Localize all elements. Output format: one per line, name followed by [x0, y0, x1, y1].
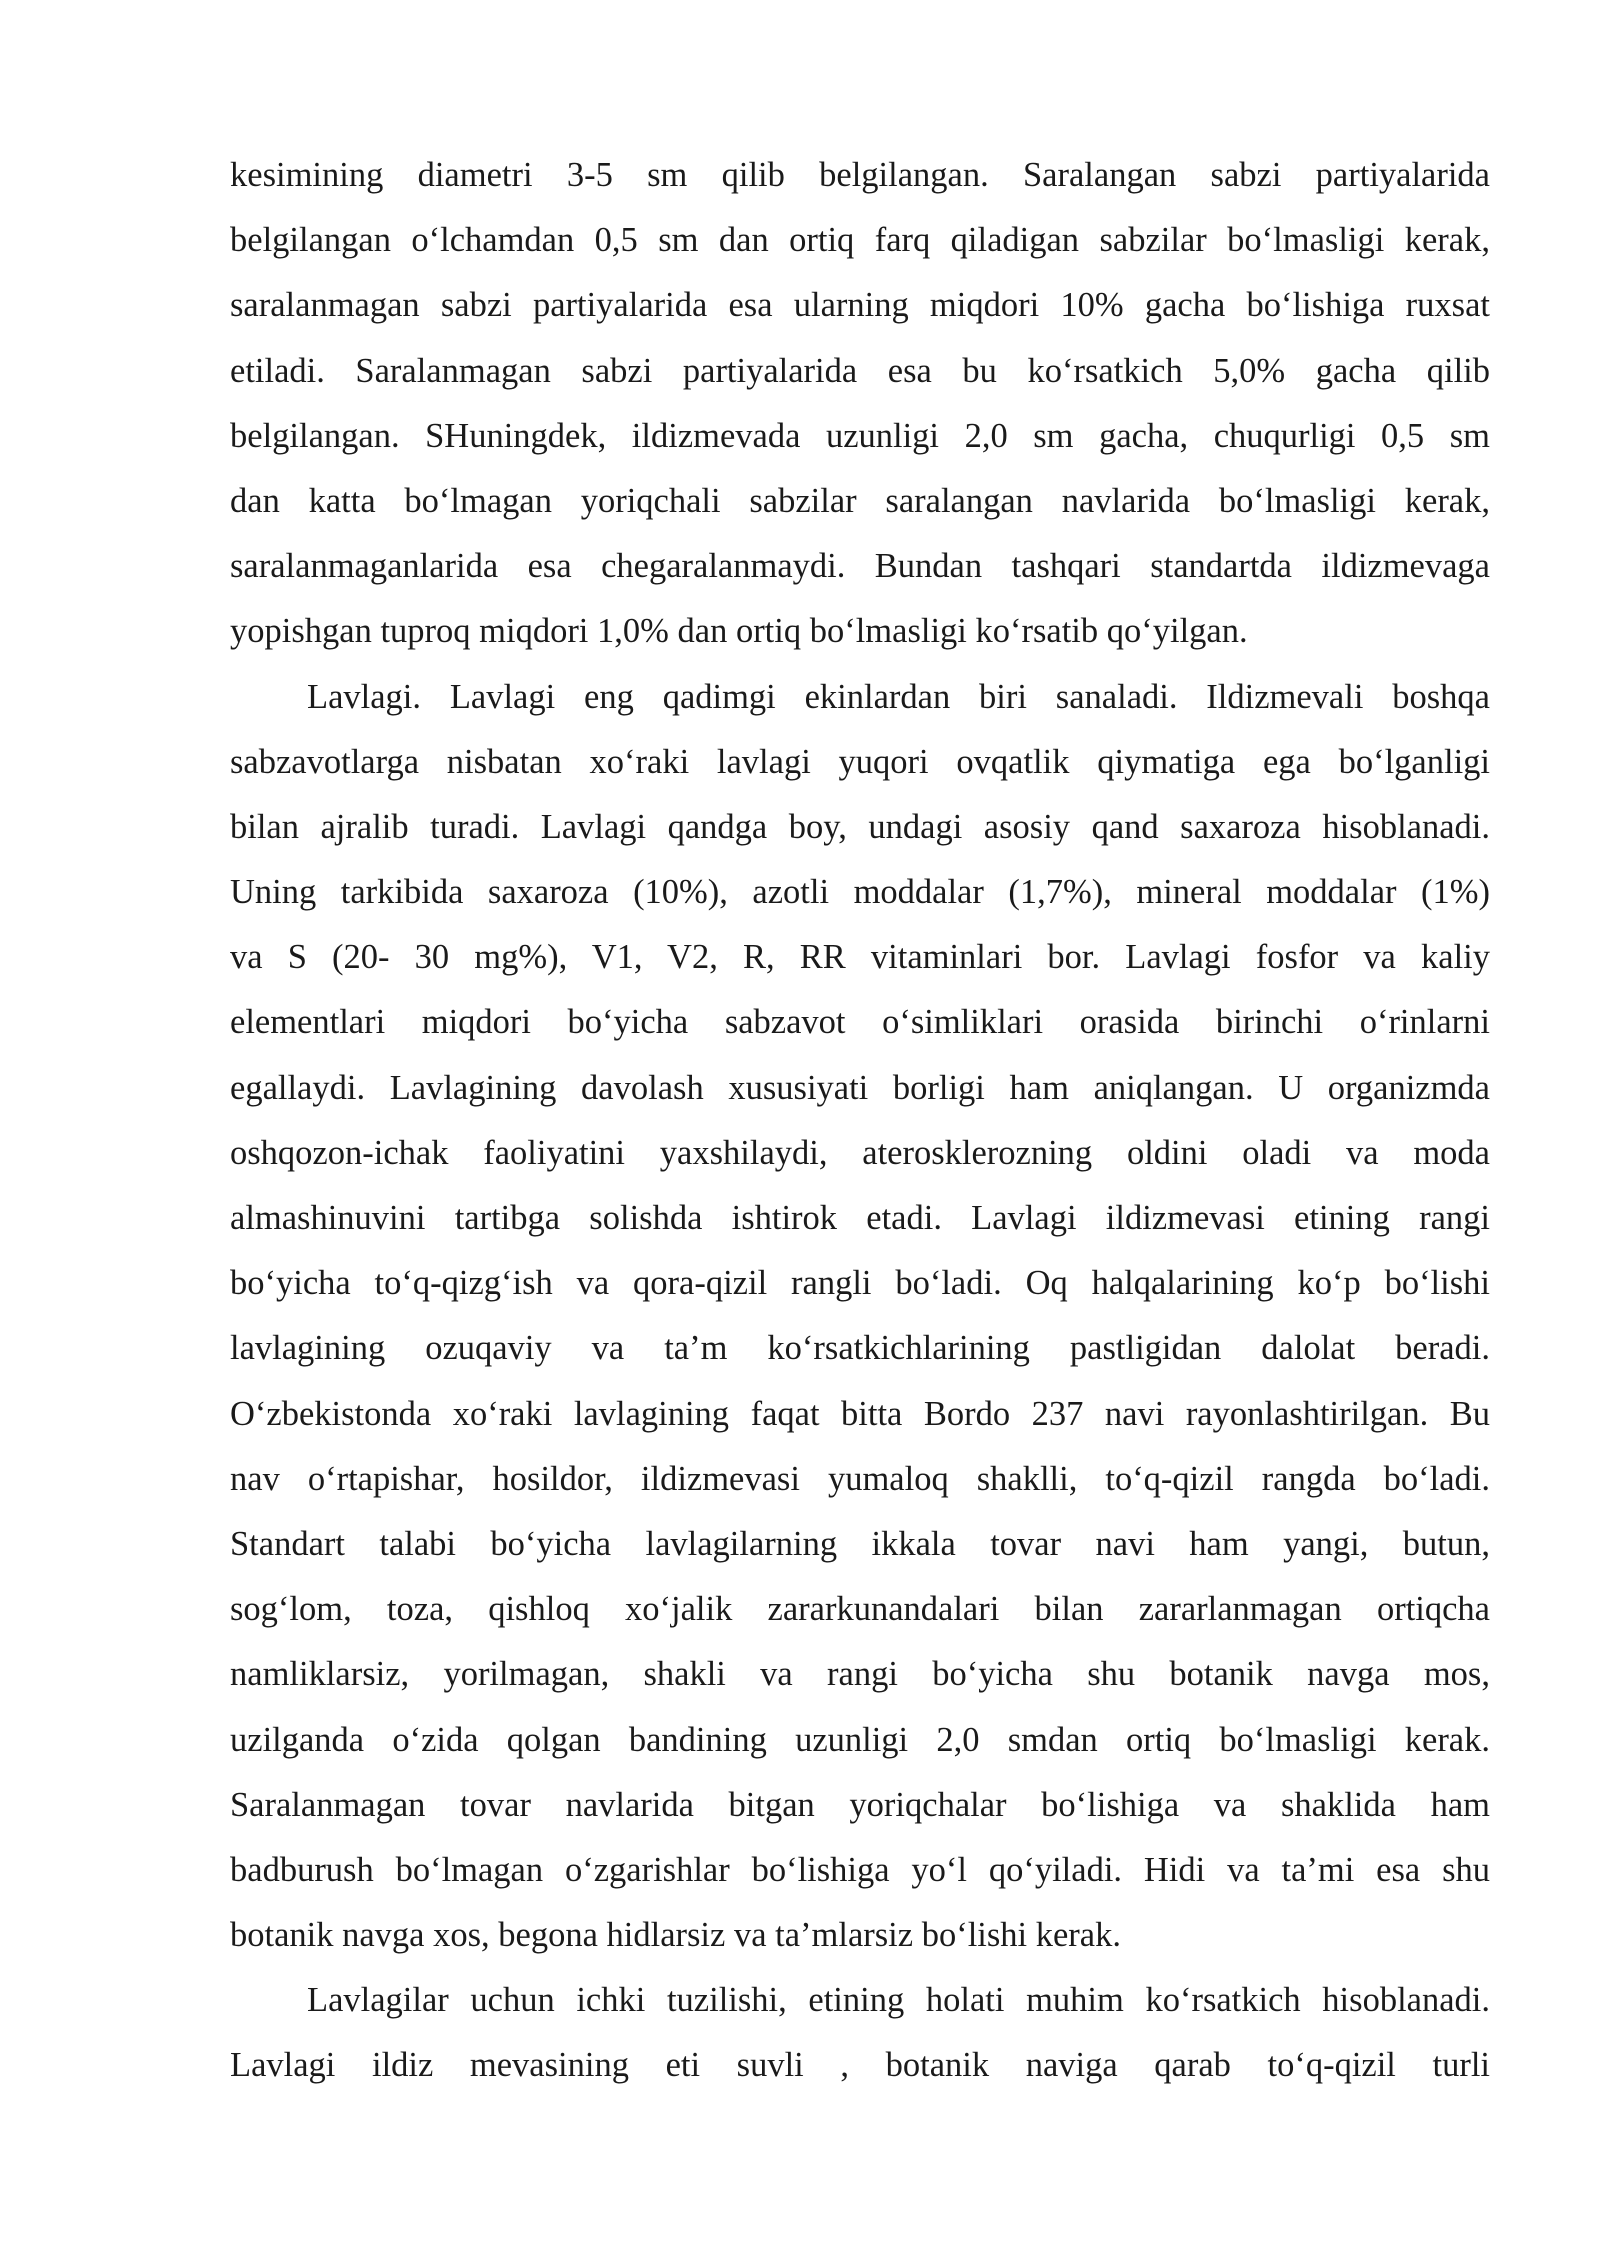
text-line: saralanmaganlarida esa chegaralanmaydi. Bundan tashqari standartda ildizmevaga: [230, 547, 1490, 586]
text-line: Lavlagilar uchun ichki tuzilishi, etining holati muhim ko‘rsatkich hisoblanadi.: [307, 1981, 1490, 2020]
text-line: lavlagining ozuqaviy va ta’m ko‘rsatkichlarining pastligidan dalolat beradi.: [230, 1329, 1490, 1368]
text-line: Standart talabi bo‘yicha lavlagilarning ikkala tovar navi ham yangi, butun,: [230, 1524, 1490, 1563]
text-line: Lavlagi ildiz mevasining eti suvli , botanik naviga qarab to‘q-qizil turli: [230, 2046, 1490, 2085]
text-line: saralanmagan sabzi partiyalarida esa ularning miqdori 10% gacha bo‘lishiga ruxsat: [230, 286, 1490, 325]
text-line: etiladi. Saralanmagan sabzi partiyalarida esa bu ko‘rsatkich 5,0% gacha qilib: [230, 351, 1490, 390]
body-text: [230, 143, 1490, 2099]
text-line: kesimining diametri 3-5 sm qilib belgilangan. Saralangan sabzi partiyalarida: [230, 156, 1490, 194]
text-line: oshqozon-ichak faoliyatini yaxshilaydi, aterosklerozning oldini oladi va moda: [230, 1133, 1490, 1172]
text-line: bo‘yicha to‘q-qizg‘ish va qora-qizil rangli bo‘ladi. Oq halqalarining ko‘p bo‘lishi: [230, 1264, 1490, 1303]
text-line: Lavlagi. Lavlagi eng qadimgi ekinlardan biri sanaladi. Ildizmevali boshqa: [307, 677, 1490, 716]
paragraph: [230, 1968, 1490, 2098]
text-line: sabzavotlarga nisbatan xo‘raki lavlagi yuqori ovqatlik qiymatiga ega bo‘lganligi: [230, 742, 1490, 781]
text-line: belgilangan. SHuningdek, ildizmevada uzunligi 2,0 sm gacha, chuqurligi 0,5 sm: [230, 416, 1490, 455]
paragraph: [230, 143, 1490, 665]
text-line: uzilganda o‘zida qolgan bandining uzunligi 2,0 smdan ortiq bo‘lmasligi kerak.: [230, 1720, 1490, 1759]
text-line: belgilangan o‘lchamdan 0,5 sm dan ortiq farq qiladigan sabzilar bo‘lmasligi kerak,: [230, 221, 1490, 260]
text-line: Uning tarkibida saxaroza (10%), azotli moddalar (1,7%), mineral moddalar (1%): [230, 873, 1490, 912]
text-line: almashinuvini tartibga solishda ishtirok etadi. Lavlagi ildizmevasi etining rangi: [230, 1199, 1490, 1237]
text-line: namliklarsiz, yorilmagan, shakli va rangi bo‘yicha shu botanik navga mos,: [230, 1655, 1490, 1694]
text-line: bilan ajralib turadi. Lavlagi qandga boy, undagi asosiy qand saxaroza hisoblanadi.: [230, 807, 1490, 846]
text-line: badburush bo‘lmagan o‘zgarishlar bo‘lishiga yo‘l qo‘yiladi. Hidi va ta’mi esa shu: [230, 1850, 1490, 1889]
text-line: botanik navga xos, begona hidlarsiz va ta’mlarsiz bo‘lishi kerak.: [230, 1916, 1121, 1955]
text-line: egallaydi. Lavlagining davolash xususiyati borligi ham aniqlangan. U organizmda: [230, 1068, 1490, 1107]
text-line: yopishgan tuproq miqdori 1,0% dan ortiq bo‘lmasligi ko‘rsatib qo‘yilgan.: [230, 612, 1248, 651]
text-line: dan katta bo‘lmagan yoriqchali sabzilar saralangan navlarida bo‘lmasligi kerak,: [230, 481, 1490, 520]
text-line: sog‘lom, toza, qishloq xo‘jalik zararkunandalari bilan zararlanmagan ortiqcha: [230, 1590, 1490, 1629]
text-line: O‘zbekistonda xo‘raki lavlagining faqat bitta Bordo 237 navi rayonlashtirilgan. Bu: [230, 1394, 1490, 1433]
text-line: elementlari miqdori bo‘yicha sabzavot o‘simliklari orasida birinchi o‘rinlarni: [230, 1003, 1490, 1042]
paragraph: [230, 665, 1490, 1969]
text-line: nav o‘rtapishar, hosildor, ildizmevasi yumaloq shaklli, to‘q-qizil rangda bo‘ladi.: [230, 1459, 1490, 1498]
text-line: Saralanmagan tovar navlarida bitgan yoriqchalar bo‘lishiga va shaklida ham: [230, 1785, 1490, 1824]
text-line: va S (20- 30 mg%), V1, V2, R, RR vitaminlari bor. Lavlagi fosfor va kaliy: [230, 938, 1490, 977]
